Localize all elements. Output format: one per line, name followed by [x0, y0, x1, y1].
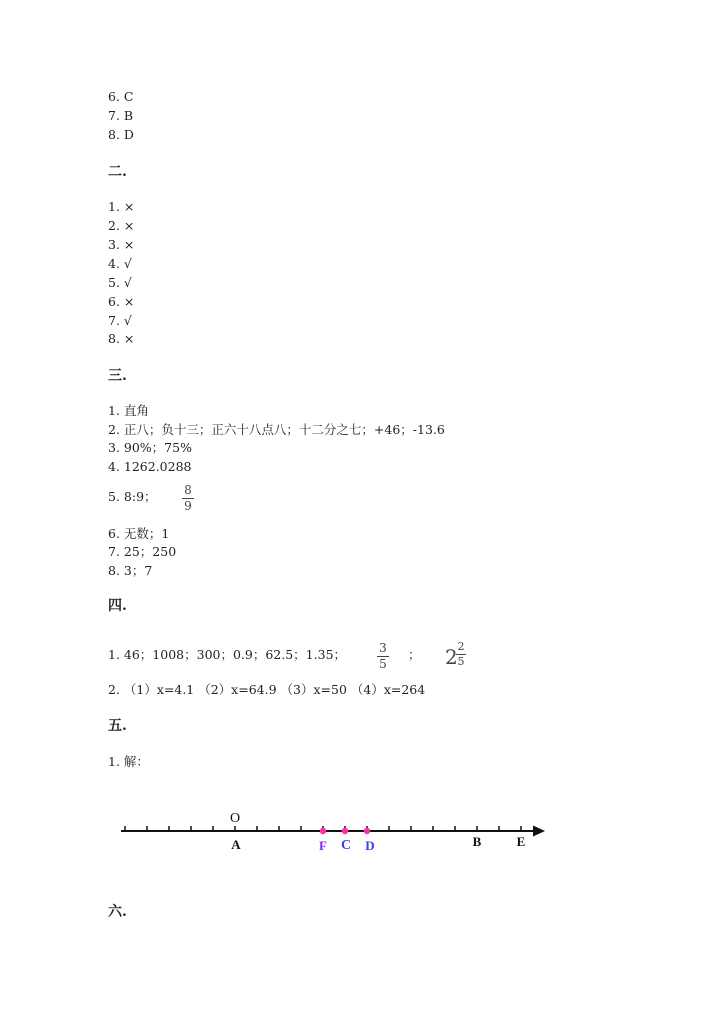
fraction-numerator: 8 — [184, 483, 192, 497]
point-d-marker — [364, 828, 370, 834]
label-e: E — [516, 834, 526, 849]
answer-3-4: 4. 1262.0288 — [108, 459, 192, 474]
point-c-marker — [342, 828, 348, 834]
fraction-numerator: 3 — [379, 641, 387, 655]
answer-3-6: 6. 无数；1 — [108, 526, 170, 541]
label-o: O — [229, 811, 241, 826]
answer-3-7: 7. 25；250 — [108, 544, 177, 559]
number-line — [0, 800, 720, 880]
section-2-title: 二. — [108, 164, 127, 180]
answer-2-6: 6. × — [108, 294, 135, 309]
label-b: B — [472, 834, 482, 849]
mixed-numerator: 2 — [457, 640, 465, 653]
answer-4-1-separator: ； — [408, 647, 421, 662]
fraction-3-5 — [377, 642, 389, 671]
answer-5-1: 1. 解： — [108, 754, 149, 769]
answer-3-3: 3. 90%；75% — [108, 440, 192, 455]
label-c: C — [340, 838, 352, 853]
fraction-8-9 — [182, 484, 194, 513]
number-line-arrow — [533, 826, 545, 837]
mixed-denominator: 5 — [457, 655, 465, 668]
section-3-title: 三. — [108, 368, 127, 384]
answer-4-2: 2. （1）x=4.1 （2）x=64.9 （3）x=50 （4）x=264 — [108, 682, 426, 697]
mixed-whole: 2 — [445, 645, 458, 669]
answer-2-1: 1. × — [108, 199, 135, 214]
fraction-denominator: 5 — [379, 657, 387, 671]
answer-4-1: 1. 46；1008；300；0.9；62.5；1.35； — [108, 647, 347, 662]
mixed-fraction — [456, 641, 466, 668]
label-a: A — [231, 837, 241, 852]
answer-2-5: 5. √ — [108, 275, 132, 290]
answer-3-2: 2. 正八；负十三；正六十八点八；十二分之七；+46；-13.6 — [108, 422, 445, 437]
section-6-title: 六. — [108, 904, 127, 920]
answer-2-8: 8. × — [108, 331, 135, 346]
answer-3-8: 8. 3；7 — [108, 563, 153, 578]
answer-1-7: 7. B — [108, 108, 134, 123]
point-f-marker — [320, 828, 326, 834]
label-d: D — [365, 838, 375, 853]
section-4-title: 四. — [108, 598, 127, 614]
fraction-denominator: 9 — [184, 499, 192, 513]
section-5-title: 五. — [108, 718, 127, 734]
answer-3-5: 5. 8:9； — [108, 489, 157, 504]
answer-2-4: 4. √ — [108, 256, 132, 271]
answer-1-8: 8. D — [108, 127, 134, 142]
answer-1-6: 6. C — [108, 89, 134, 104]
answer-3-1: 1. 直角 — [108, 403, 149, 418]
answer-2-7: 7. √ — [108, 313, 132, 328]
mixed-number-2-2-5 — [445, 641, 469, 671]
answer-2-3: 3. × — [108, 237, 135, 252]
label-f: F — [319, 838, 327, 853]
answer-2-2: 2. × — [108, 218, 135, 233]
